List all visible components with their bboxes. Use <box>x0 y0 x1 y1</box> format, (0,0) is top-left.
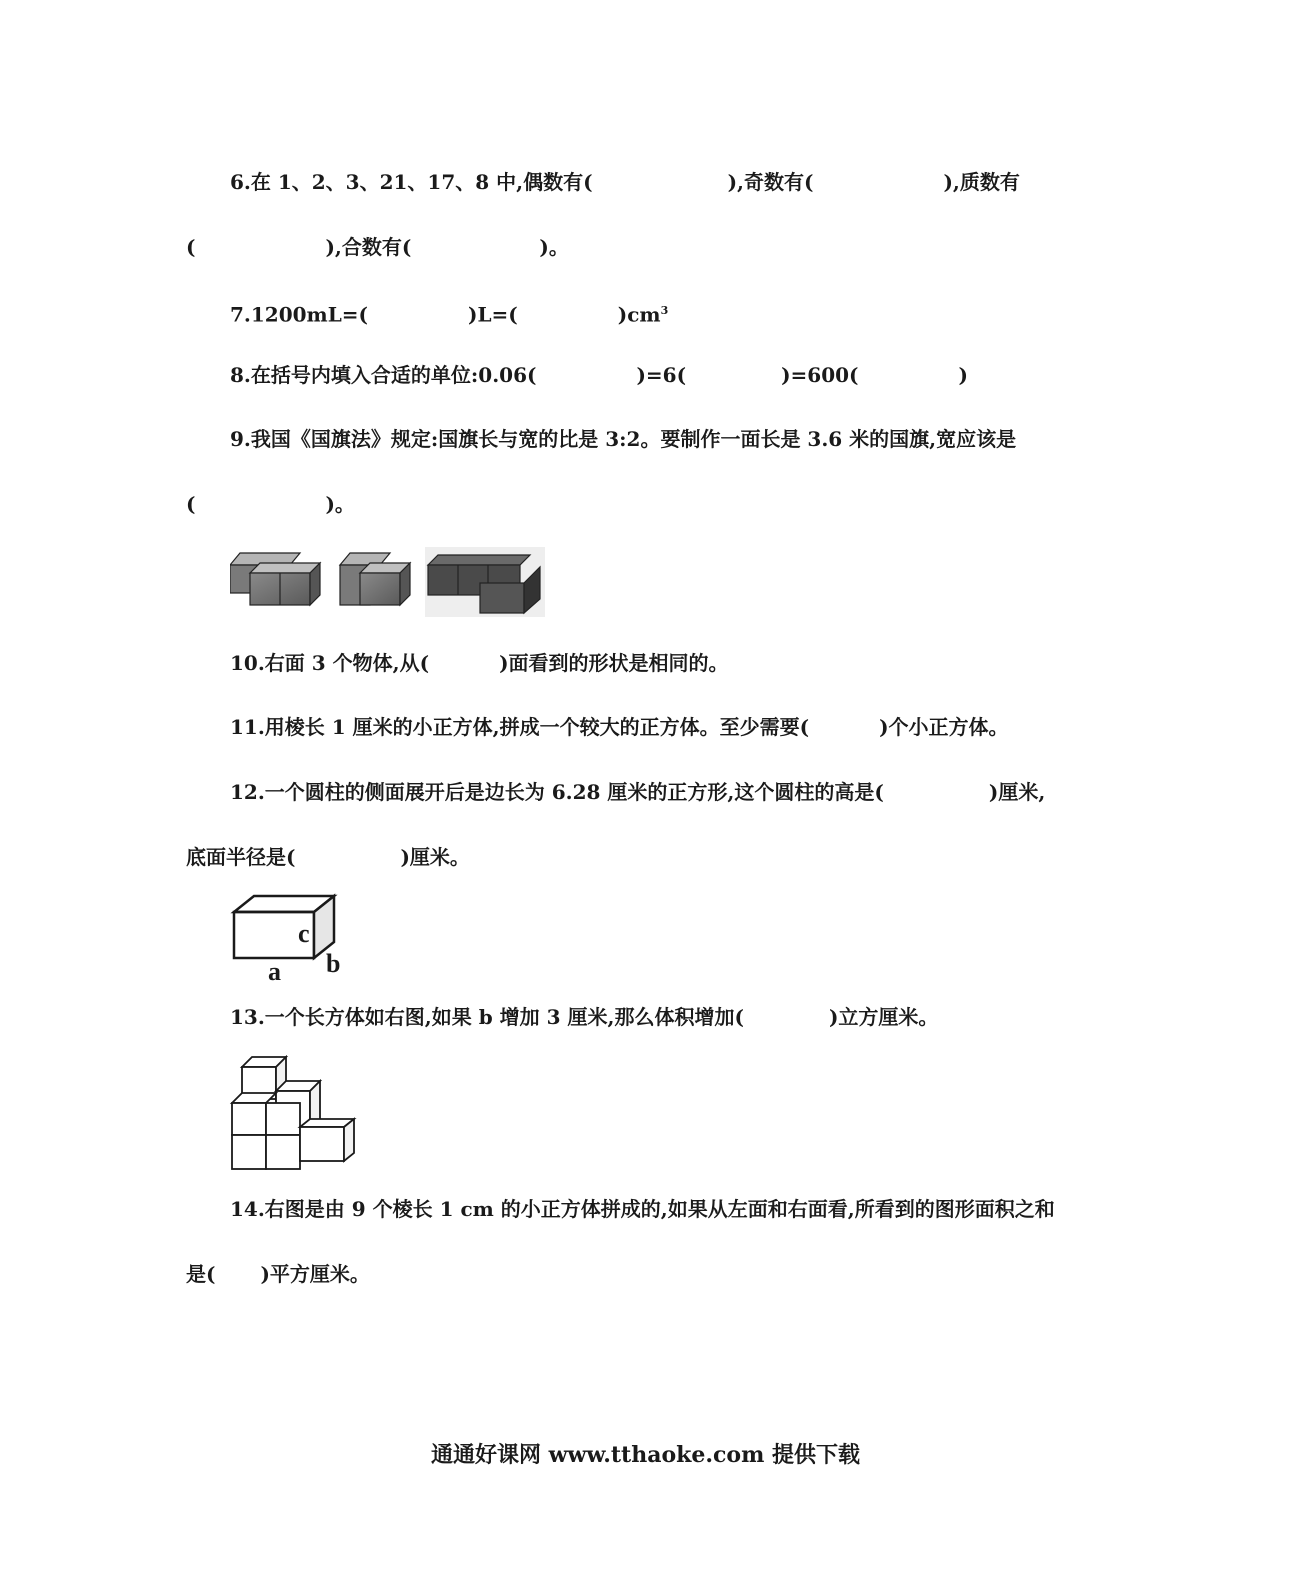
question-text: ) <box>958 363 968 387</box>
footer-credit: 通通好课网 www.tthaoke.com 提供下载 <box>430 1442 861 1468</box>
question-text: ( <box>186 492 196 516</box>
question-number: 11. <box>230 715 265 739</box>
object-3 <box>425 547 545 617</box>
object-2 <box>340 553 410 605</box>
question-text: )面看到的形状是相同的。 <box>499 651 729 675</box>
question-text: )立方厘米。 <box>828 1005 939 1029</box>
question-7 <box>230 299 668 327</box>
question-9-line-2 <box>186 492 355 516</box>
question-text: ),合数有( <box>325 235 412 259</box>
label-c: c <box>298 919 310 948</box>
label-a: a <box>268 957 281 984</box>
question-10 <box>230 651 729 675</box>
question-text: 是( <box>186 1262 216 1286</box>
question-12-line-1 <box>230 780 1045 804</box>
question-text: 用棱长 1 厘米的小正方体,拼成一个较大的正方体。至少需要( <box>264 715 810 739</box>
question-14-line-2 <box>186 1262 370 1286</box>
question-text: 一个圆柱的侧面展开后是边长为 6.28 厘米的正方形,这个圆柱的高是( <box>264 780 884 804</box>
cuboid-figure <box>228 892 353 984</box>
question-text: )个小正方体。 <box>879 715 1009 739</box>
object-1 <box>230 553 320 605</box>
question-text: 在括号内填入合适的单位:0.06( <box>250 363 537 387</box>
question-9-line-1 <box>230 427 1016 451</box>
unit-superscript: 3 <box>660 304 669 317</box>
question-6-line-2 <box>186 235 569 259</box>
question-text: )L=( <box>468 302 518 327</box>
question-text: ),奇数有( <box>727 170 814 194</box>
question-text: 右图是由 9 个棱长 1 cm 的小正方体拼成的,如果从左面和右面看,所看到的图形面积之和 <box>264 1197 1055 1221</box>
question-number: 9. <box>230 427 251 451</box>
stacked-cubes-figure <box>228 1055 358 1173</box>
question-text: 底面半径是( <box>186 845 296 869</box>
question-text: )厘米。 <box>400 845 470 869</box>
three-objects-figure <box>230 545 550 620</box>
question-8 <box>230 363 968 387</box>
question-13 <box>230 1005 938 1029</box>
question-text: )=6( <box>636 363 687 387</box>
question-number: 13. <box>230 1005 265 1029</box>
question-text: 一个长方体如右图,如果 b 增加 3 厘米,那么体积增加( <box>264 1005 744 1029</box>
question-text: )cm <box>617 302 661 327</box>
question-number: 10. <box>230 651 265 675</box>
question-text: )。 <box>539 235 569 259</box>
question-text: 右面 3 个物体,从( <box>264 651 430 675</box>
question-12-line-2 <box>186 845 470 869</box>
question-number: 6. <box>230 170 251 194</box>
question-text: 在 1、2、3、21、17、8 中,偶数有( <box>250 170 593 194</box>
question-text: ( <box>186 235 196 259</box>
question-text: 我国《国旗法》规定:国旗长与宽的比是 3:2。要制作一面长是 3.6 米的国旗,宽应该是 <box>250 427 1017 451</box>
question-text: )厘米, <box>988 780 1046 804</box>
question-text: )=600( <box>781 363 859 387</box>
question-14-line-1 <box>230 1197 1055 1221</box>
question-number: 7. <box>230 302 251 327</box>
label-b: b <box>326 949 341 978</box>
question-text: 1200mL=( <box>250 302 368 327</box>
question-number: 12. <box>230 780 265 804</box>
question-number: 14. <box>230 1197 265 1221</box>
question-number: 8. <box>230 363 251 387</box>
question-text: )平方厘米。 <box>260 1262 370 1286</box>
question-11 <box>230 715 1009 739</box>
question-6-line-1 <box>230 170 1020 194</box>
question-text: ),质数有 <box>943 170 1020 194</box>
question-text: )。 <box>325 492 355 516</box>
